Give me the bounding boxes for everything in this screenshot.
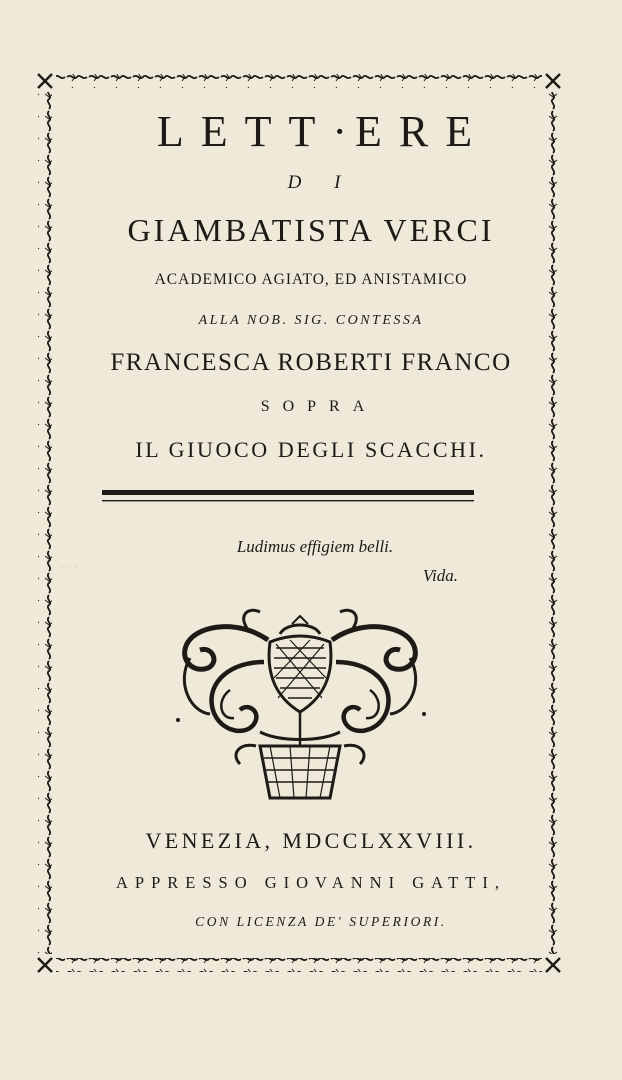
- imprint-license: CON LICENZA DE' SUPERIORI.: [195, 914, 447, 929]
- book-subject: IL GIUOCO DEGLI SCACCHI.: [135, 437, 487, 462]
- double-rule: [102, 490, 474, 501]
- title-suffix: ERE: [355, 107, 490, 156]
- preposition-di: D I: [287, 172, 355, 193]
- preposition-sopra: SOPRA: [260, 398, 378, 415]
- page-title: [0, 106, 622, 157]
- border-top: [56, 74, 542, 88]
- title-midpoint: ·: [332, 107, 348, 156]
- border-bottom: [56, 958, 542, 972]
- bleed-through: · · ·: [60, 560, 78, 574]
- imprint-printer: APPRESSO GIOVANNI GATTI,: [115, 873, 506, 892]
- addressee-name: FRANCESCA ROBERTI FRANCO: [110, 349, 512, 376]
- author-affiliation: ACADEMICO AGIATO, ED ANISTAMICO: [154, 271, 468, 288]
- author-name: GIAMBATISTA VERCI: [127, 212, 495, 248]
- imprint-city-year: VENEZIA, MDCCLXXVIII.: [145, 828, 477, 853]
- dedication-line: ALLA NOB. SIG. CONTESSA: [198, 313, 424, 328]
- epigraph-author: Vida.: [422, 566, 458, 585]
- cartouche-ornament: [176, 610, 426, 798]
- epigraph-motto: Ludimus effigiem belli.: [236, 537, 394, 556]
- title-prefix: LETT: [156, 107, 333, 156]
